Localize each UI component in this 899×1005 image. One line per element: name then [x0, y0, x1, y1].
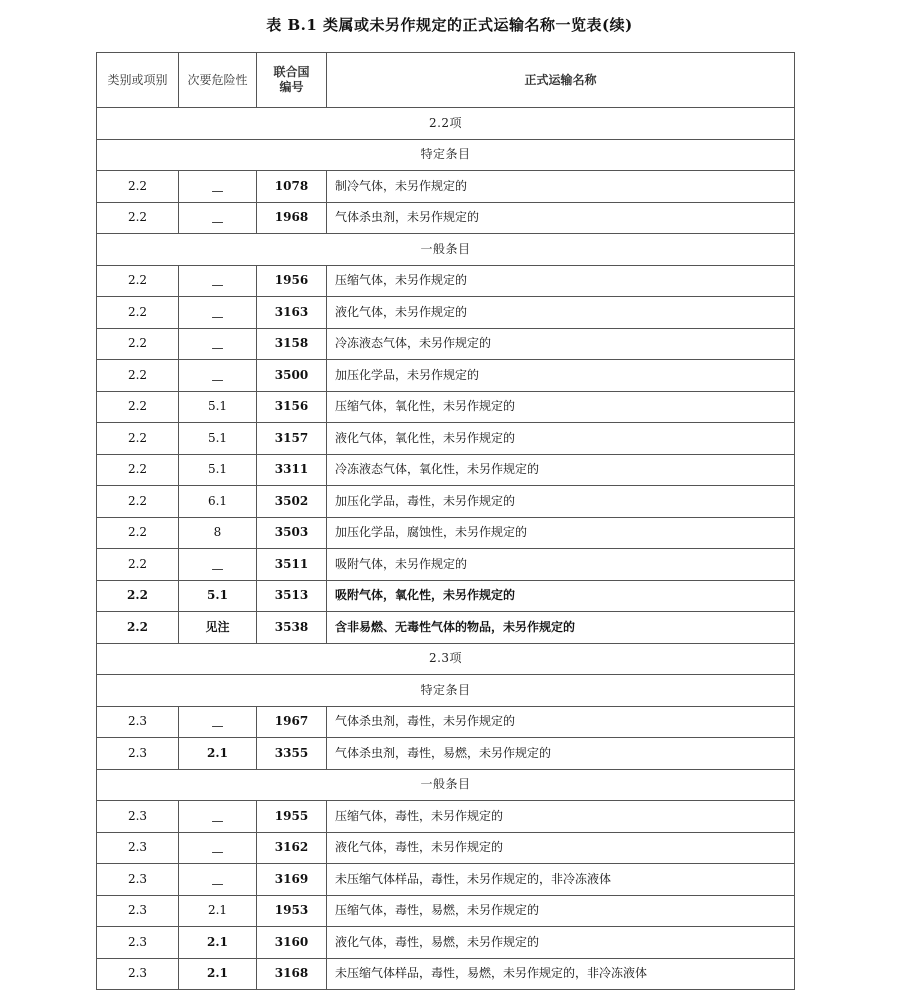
class-cell: 2.3 — [97, 832, 179, 864]
subsidiary-cell — [179, 265, 257, 297]
table-row — [97, 927, 795, 959]
section-row — [97, 675, 795, 707]
subsidiary-cell: 5.1 — [179, 454, 257, 486]
subsidiary-cell: 2.1 — [179, 738, 257, 770]
un-number-cell: 1078 — [257, 171, 327, 203]
table-row — [97, 391, 795, 423]
subsidiary-cell — [179, 360, 257, 392]
class-cell: 2.2 — [97, 423, 179, 455]
shipping-name-cell: 吸附气体，未另作规定的 — [327, 549, 795, 581]
table-row — [97, 360, 795, 392]
section-heading: 2.3项 — [97, 643, 795, 675]
un-number-cell: 3157 — [257, 423, 327, 455]
section-row — [97, 234, 795, 266]
class-cell: 2.2 — [97, 360, 179, 392]
table-row — [97, 423, 795, 455]
class-cell: 2.3 — [97, 706, 179, 738]
un-number-cell: 3538 — [257, 612, 327, 644]
section-row — [97, 769, 795, 801]
un-number-cell: 3511 — [257, 549, 327, 581]
shipping-names-table — [96, 52, 795, 990]
dash-mark: — — [211, 876, 224, 891]
un-number-cell: 3355 — [257, 738, 327, 770]
un-number-cell: 3158 — [257, 328, 327, 360]
class-cell: 2.2 — [97, 265, 179, 297]
table-body — [97, 108, 795, 990]
section-heading: 一般条目 — [97, 234, 795, 266]
un-number-cell: 1956 — [257, 265, 327, 297]
class-cell: 2.2 — [97, 454, 179, 486]
table-title: 表 B.1 类属或未另作规定的正式运输名称一览表(续) — [266, 16, 633, 34]
subsidiary-cell — [179, 706, 257, 738]
shipping-name-cell: 加压化学品，腐蚀性，未另作规定的 — [327, 517, 795, 549]
shipping-name-cell: 未压缩气体样品，毒性，易燃，未另作规定的，非冷冻液体 — [327, 958, 795, 990]
subsidiary-cell — [179, 549, 257, 581]
dash-mark: — — [211, 278, 224, 293]
class-cell: 2.2 — [97, 486, 179, 518]
dash-mark: — — [211, 183, 224, 198]
shipping-name-cell: 液化气体，氧化性，未另作规定的 — [327, 423, 795, 455]
table-row — [97, 265, 795, 297]
table-row — [97, 864, 795, 896]
shipping-name-cell: 未压缩气体样品，毒性，未另作规定的，非冷冻液体 — [327, 864, 795, 896]
subsidiary-cell: 8 — [179, 517, 257, 549]
table-row — [97, 612, 795, 644]
un-number-cell: 3162 — [257, 832, 327, 864]
class-cell: 2.2 — [97, 549, 179, 581]
table-row — [97, 738, 795, 770]
section-heading: 特定条目 — [97, 675, 795, 707]
class-cell: 2.3 — [97, 927, 179, 959]
shipping-name-cell: 压缩气体，氧化性，未另作规定的 — [327, 391, 795, 423]
class-cell: 2.3 — [97, 864, 179, 896]
shipping-name-cell: 气体杀虫剂，毒性，未另作规定的 — [327, 706, 795, 738]
subsidiary-cell — [179, 297, 257, 329]
table-row — [97, 486, 795, 518]
shipping-name-cell: 压缩气体，未另作规定的 — [327, 265, 795, 297]
section-row — [97, 139, 795, 171]
subsidiary-cell: 5.1 — [179, 423, 257, 455]
header-subsidiary-risk: 次要危险性 — [179, 53, 257, 108]
shipping-name-cell: 制冷气体，未另作规定的 — [327, 171, 795, 203]
subsidiary-cell: 6.1 — [179, 486, 257, 518]
section-heading: 特定条目 — [97, 139, 795, 171]
section-row — [97, 643, 795, 675]
subsidiary-cell — [179, 801, 257, 833]
table-row — [97, 328, 795, 360]
subsidiary-cell — [179, 328, 257, 360]
table-row — [97, 517, 795, 549]
shipping-name-cell: 液化气体，毒性，易燃，未另作规定的 — [327, 927, 795, 959]
subsidiary-cell: 2.1 — [179, 958, 257, 990]
subsidiary-cell — [179, 171, 257, 203]
un-number-cell: 1953 — [257, 895, 327, 927]
subsidiary-cell: 2.1 — [179, 895, 257, 927]
subsidiary-cell — [179, 202, 257, 234]
un-number-cell: 1967 — [257, 706, 327, 738]
table-row — [97, 832, 795, 864]
un-number-cell: 1968 — [257, 202, 327, 234]
dash-mark: — — [211, 309, 224, 324]
shipping-name-cell: 气体杀虫剂，未另作规定的 — [327, 202, 795, 234]
subsidiary-cell: 5.1 — [179, 391, 257, 423]
section-row — [97, 108, 795, 140]
shipping-name-cell: 吸附气体，氧化性，未另作规定的 — [327, 580, 795, 612]
un-number-cell: 3500 — [257, 360, 327, 392]
dash-mark: — — [211, 813, 224, 828]
class-cell: 2.3 — [97, 801, 179, 833]
un-number-cell: 3168 — [257, 958, 327, 990]
class-cell: 2.2 — [97, 612, 179, 644]
class-cell: 2.2 — [97, 517, 179, 549]
table-row — [97, 801, 795, 833]
section-heading: 2.2项 — [97, 108, 795, 140]
shipping-name-cell: 压缩气体，毒性，未另作规定的 — [327, 801, 795, 833]
section-heading: 一般条目 — [97, 769, 795, 801]
un-number-cell: 3163 — [257, 297, 327, 329]
class-cell: 2.3 — [97, 738, 179, 770]
header-shipping-name: 正式运输名称 — [327, 53, 795, 108]
dash-mark: — — [211, 341, 224, 356]
table-row — [97, 706, 795, 738]
dash-mark: — — [211, 561, 224, 576]
subsidiary-cell: 2.1 — [179, 927, 257, 959]
subsidiary-cell: 见注 — [179, 612, 257, 644]
shipping-name-cell: 液化气体，毒性，未另作规定的 — [327, 832, 795, 864]
un-number-cell: 3502 — [257, 486, 327, 518]
class-cell: 2.2 — [97, 391, 179, 423]
class-cell: 2.3 — [97, 895, 179, 927]
shipping-name-cell: 液化气体，未另作规定的 — [327, 297, 795, 329]
header-class: 类别或项别 — [97, 53, 179, 108]
table-row — [97, 454, 795, 486]
shipping-name-cell: 加压化学品，毒性，未另作规定的 — [327, 486, 795, 518]
un-number-cell: 1955 — [257, 801, 327, 833]
table-row — [97, 297, 795, 329]
table-row — [97, 171, 795, 203]
header-row — [97, 53, 795, 108]
subsidiary-cell — [179, 832, 257, 864]
shipping-name-cell: 压缩气体，毒性，易燃，未另作规定的 — [327, 895, 795, 927]
table-row — [97, 549, 795, 581]
class-cell: 2.2 — [97, 202, 179, 234]
table-row — [97, 202, 795, 234]
un-number-cell: 3513 — [257, 580, 327, 612]
subsidiary-cell: 5.1 — [179, 580, 257, 612]
class-cell: 2.2 — [97, 580, 179, 612]
dash-mark: — — [211, 215, 224, 230]
un-number-cell: 3503 — [257, 517, 327, 549]
class-cell: 2.2 — [97, 171, 179, 203]
dash-mark: — — [211, 845, 224, 860]
class-cell: 2.3 — [97, 958, 179, 990]
table-row — [97, 958, 795, 990]
shipping-name-cell: 含非易燃、无毒性气体的物品，未另作规定的 — [327, 612, 795, 644]
header-un-number: 联合国 编号 — [257, 53, 327, 108]
dash-mark: — — [211, 719, 224, 734]
un-number-cell: 3169 — [257, 864, 327, 896]
dash-mark: — — [211, 372, 224, 387]
un-number-cell: 3160 — [257, 927, 327, 959]
table-row — [97, 580, 795, 612]
shipping-name-cell: 加压化学品，未另作规定的 — [327, 360, 795, 392]
shipping-name-cell: 气体杀虫剂，毒性，易燃，未另作规定的 — [327, 738, 795, 770]
un-number-cell: 3156 — [257, 391, 327, 423]
shipping-name-cell: 冷冻液态气体，未另作规定的 — [327, 328, 795, 360]
class-cell: 2.2 — [97, 328, 179, 360]
subsidiary-cell — [179, 864, 257, 896]
shipping-name-cell: 冷冻液态气体，氧化性，未另作规定的 — [327, 454, 795, 486]
table-row — [97, 895, 795, 927]
un-number-cell: 3311 — [257, 454, 327, 486]
class-cell: 2.2 — [97, 297, 179, 329]
